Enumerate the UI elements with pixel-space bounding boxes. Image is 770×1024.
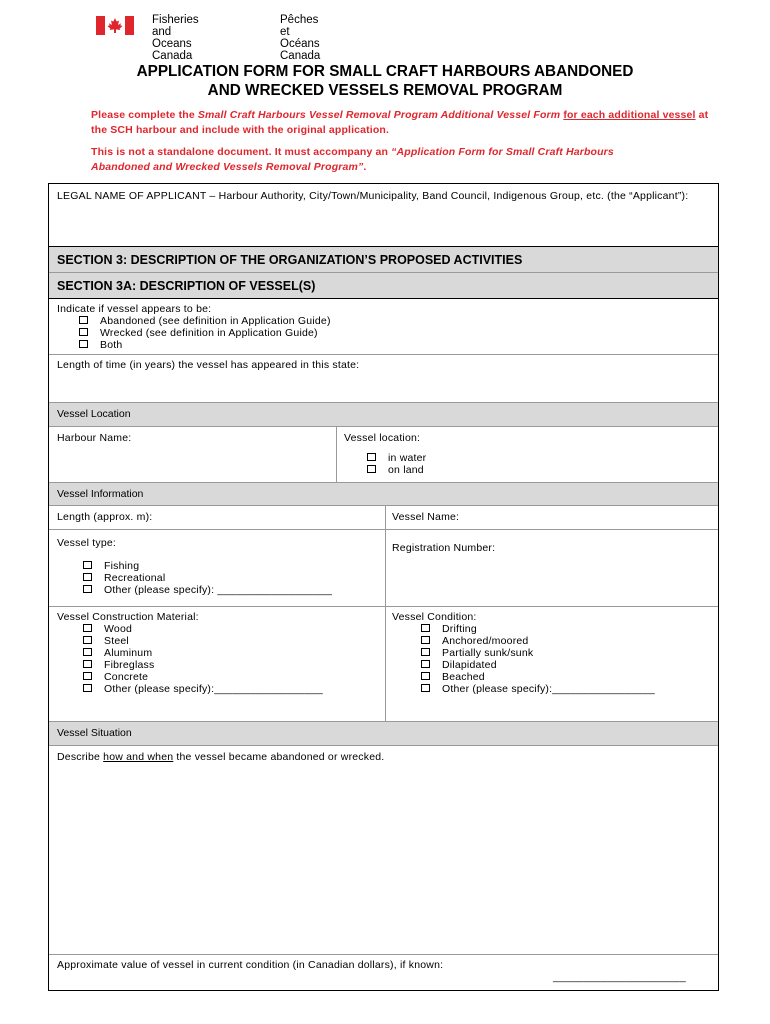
checkbox[interactable] (83, 636, 92, 644)
notice-form-name: Small Craft Harbours Vessel Removal Program Additional Vessel Form (197, 109, 561, 121)
vessel-state-block (49, 299, 718, 355)
option-label: Other (please specify):__________________ (104, 683, 323, 695)
checkbox[interactable] (79, 328, 88, 336)
harbour-name-label: Harbour Name: (57, 432, 132, 444)
option-label: Other (please specify): ___________________ (104, 584, 333, 596)
option-other-material[interactable] (83, 684, 323, 696)
form-title-line-2: AND WRECKED VESSELS REMOVAL PROGRAM (207, 82, 563, 99)
vessel-location-heading: Vessel Location (49, 403, 718, 427)
checkbox[interactable] (421, 660, 430, 668)
form-title-line-1: APPLICATION FORM FOR SMALL CRAFT HARBOURS ABANDONED (136, 63, 634, 80)
option-label: on land (388, 464, 424, 476)
checkbox[interactable] (421, 672, 430, 680)
standalone-notice-period: . (363, 161, 367, 173)
department-name-english: Fisheries and Oceans Canada (152, 14, 199, 62)
vessel-information-heading: Vessel Information (49, 483, 718, 506)
vessel-value-field[interactable] (49, 955, 718, 991)
option-label: Anchored/moored (442, 635, 529, 647)
option-label: Steel (104, 635, 129, 647)
vessel-situation-description (57, 752, 384, 764)
checkbox[interactable] (83, 624, 92, 632)
checkbox[interactable] (421, 636, 430, 644)
department-name-french: Pêches et Océans Canada (280, 14, 321, 62)
option-label: Dilapidated (442, 659, 497, 671)
vessel-location-label: Vessel location: (344, 432, 421, 444)
additional-vessel-notice (91, 108, 711, 138)
vessel-type-label: Vessel type: (57, 537, 117, 549)
checkbox[interactable] (83, 573, 92, 581)
vessel-condition-label: Vessel Condition: (392, 611, 477, 623)
checkbox[interactable] (79, 316, 88, 324)
option-label: Fishing (104, 560, 140, 572)
checkbox[interactable] (83, 684, 92, 692)
registration-number-label: Registration Number: (392, 542, 496, 554)
option-label: in water (388, 452, 427, 464)
vessel-form (48, 183, 719, 991)
column-divider (385, 506, 386, 530)
option-label: Other (please specify):_________________ (442, 683, 655, 695)
description-emphasis: how and when (103, 751, 174, 763)
vessel-state-label: Indicate if vessel appears to be: (57, 303, 212, 315)
construction-condition-row (49, 607, 718, 722)
option-label: Fibreglass (104, 659, 155, 671)
standalone-notice-text: This is not a standalone document. It must accompany an (91, 146, 392, 158)
option-label: Beached (442, 671, 485, 683)
checkbox[interactable] (83, 585, 92, 593)
column-divider (385, 607, 386, 722)
vessel-value-label: Approximate value of vessel in current condition (in Canadian dollars), if known: (57, 959, 444, 971)
checkbox[interactable] (83, 660, 92, 668)
option-label: Aluminum (104, 647, 153, 659)
legal-name-field[interactable] (49, 184, 718, 247)
description-text-end: the vessel became abandoned or wrecked. (173, 751, 385, 763)
checkbox[interactable] (367, 453, 376, 461)
option-label: Both (100, 339, 123, 351)
checkbox[interactable] (83, 648, 92, 656)
notice-emphasis: for each additional vessel (563, 109, 696, 121)
option-label: Wrecked (see definition in Application Guide) (100, 327, 318, 339)
checkbox[interactable] (367, 465, 376, 473)
option-label: Wood (104, 623, 133, 635)
checkbox[interactable] (421, 648, 430, 656)
checkbox[interactable] (421, 624, 430, 632)
option-both[interactable] (79, 340, 122, 352)
vessel-situation-heading: Vessel Situation (49, 722, 718, 746)
standalone-notice-form-name: “Application Form for Small Craft Harbours Abandoned and Wrecked Vessels Removal Program” (91, 146, 614, 173)
notice-text-end: at the SCH harbour and include with the original application. (91, 109, 709, 136)
option-label: Recreational (104, 572, 166, 584)
description-text: Describe (57, 751, 104, 763)
checkbox[interactable] (421, 684, 430, 692)
option-label: Abandoned (see definition in Application Guide) (100, 315, 331, 327)
vessel-value-line: ______________________ (553, 971, 686, 983)
canada-flag-icon (96, 16, 134, 35)
checkbox[interactable] (83, 672, 92, 680)
option-other-type[interactable] (83, 585, 332, 597)
construction-material-label: Vessel Construction Material: (57, 611, 199, 623)
option-label: Concrete (104, 671, 149, 683)
vessel-type-row (49, 530, 718, 607)
section-3a-heading: SECTION 3A: DESCRIPTION OF VESSEL(S) (49, 273, 718, 299)
column-divider (336, 427, 337, 483)
length-label: Length (approx. m): (57, 511, 153, 523)
form-title (0, 62, 770, 100)
option-on-land[interactable] (367, 465, 424, 477)
length-name-row (49, 506, 718, 530)
checkbox[interactable] (83, 561, 92, 569)
option-label: Partially sunk/sunk (442, 647, 534, 659)
length-of-time-label: Length of time (in years) the vessel has appeared in this state: (57, 359, 360, 371)
length-of-time-field[interactable] (49, 355, 718, 403)
section-3-heading: SECTION 3: DESCRIPTION OF THE ORGANIZATION’S PROPOSED ACTIVITIES (49, 247, 718, 273)
column-divider (385, 530, 386, 607)
legal-name-label: LEGAL NAME OF APPLICANT – Harbour Authority, City/Town/Municipality, Band Council, Indigenous Group, etc. (the “Applicant”): (57, 190, 689, 202)
option-label: Drifting (442, 623, 477, 635)
vessel-name-label: Vessel Name: (392, 511, 460, 523)
checkbox[interactable] (79, 340, 88, 348)
vessel-location-block (49, 427, 718, 483)
vessel-situation-field[interactable] (49, 746, 718, 955)
option-other-condition[interactable] (421, 684, 655, 696)
standalone-notice (91, 145, 651, 175)
notice-text: Please complete the (91, 109, 198, 121)
